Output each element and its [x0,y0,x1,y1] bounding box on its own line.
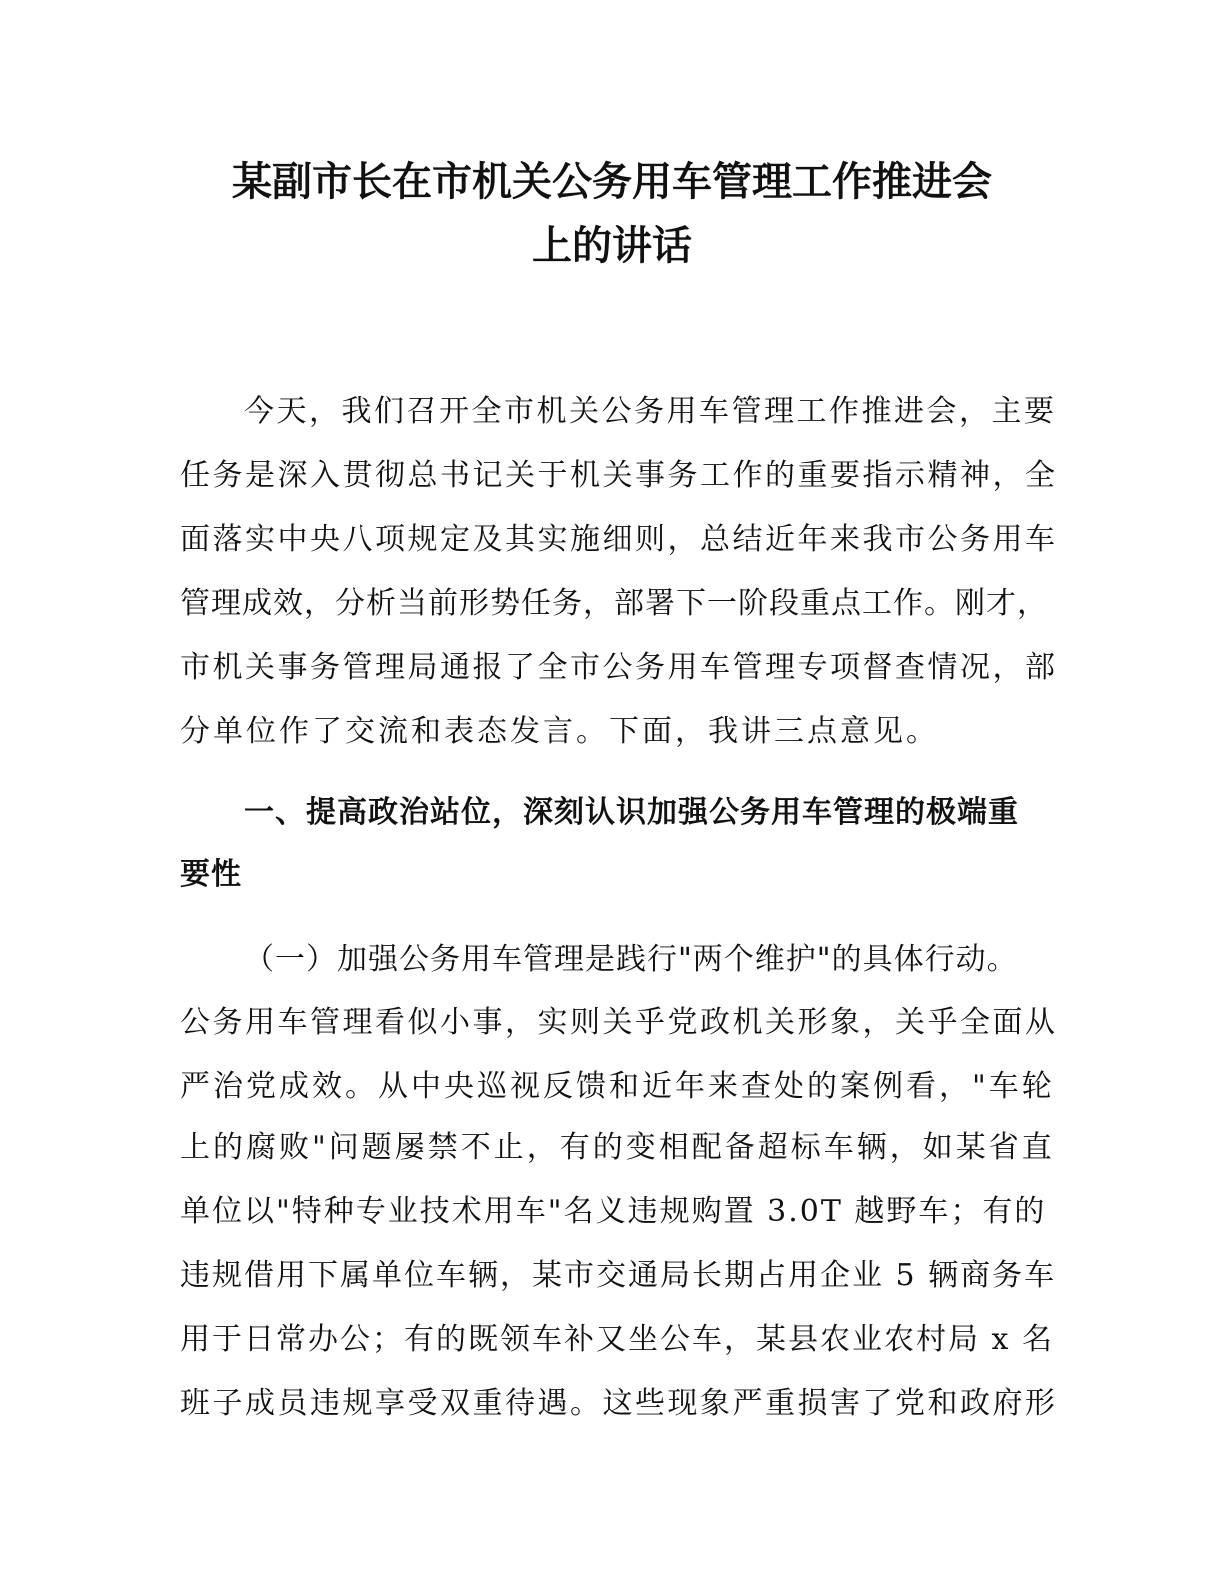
text-line: 今天，我们召开全市机关公务用车管理工作推进会，主要 [244,394,1057,429]
section-heading-line-1: 一、提高政治站位，深刻认识加强公务用车管理的极端重 [244,795,1019,830]
title-line-1: 某副市长在市机关公务用车管理工作推进会 [232,159,992,205]
text-line: 面落实中央八项规定及其实施细则，总结近年来我市公务用车 [180,522,1058,557]
document-title [150,150,1074,278]
text-line: 违规借用下属单位车辆，某市交通局长期占用企业 5 辆商务车 [180,1258,1057,1293]
text-line: 管理成效，分析当前形势任务，部署下一阶段重点工作。刚才， [180,586,1048,621]
text-line: 公务用车管理看似小事，实则关乎党政机关形象，关乎全面从 [180,1005,1058,1040]
text-line: 上的腐败"问题屡禁不止，有的变相配备超标车辆，如某省直 [180,1130,1055,1165]
text-line: 班子成员违规享受双重待遇。这些现象严重损害了党和政府形 [180,1386,1058,1421]
section-heading-line-2: 要性 [180,857,242,892]
text-line: 市机关事务管理局通报了全市公务用车管理专项督查情况，部 [180,650,1058,685]
text-line: 单位以"特种专业技术用车"名义违规购置 3.0T 越野车；有的 [180,1194,1047,1229]
text-line: 严治党成效。从中央巡视反馈和近年来查处的案例看，"车轮 [180,1069,1055,1104]
text-line: 分单位作了交流和表态发言。下面，我讲三点意见。 [180,714,939,749]
text-line: 用于日常办公；有的既领车补又坐公车，某县农业农村局 x 名 [180,1322,1054,1357]
title-line-2: 上的讲话 [532,223,692,269]
subsection-heading: （一）加强公务用车管理是践行"两个维护"的具体行动。 [244,942,1018,977]
text-line: 任务是深入贯彻总书记关于机关事务工作的重要指示精神，全 [180,458,1058,493]
